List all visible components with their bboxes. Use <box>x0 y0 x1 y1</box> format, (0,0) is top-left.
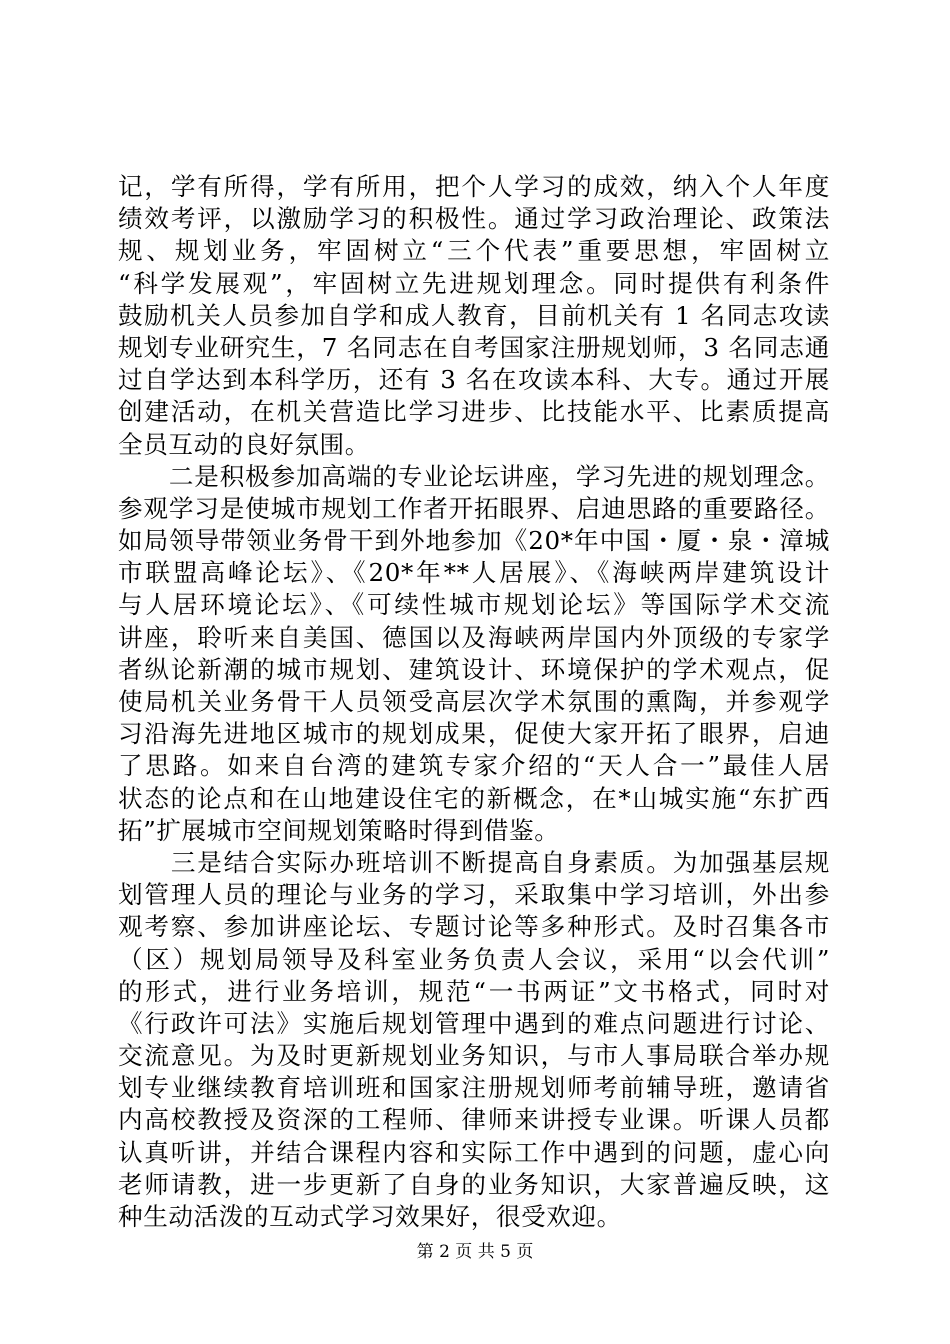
text-line: 全员互动的良好氛围。 <box>118 429 370 459</box>
text-line: 《行政许可法》实施后规划管理中遇到的难点问题进行讨论、 <box>118 1008 830 1038</box>
text-line: 拓”扩展城市空间规划策略时得到借鉴。 <box>118 815 560 845</box>
text-line: “科学发展观”，牢固树立先进规划理念。同时提供有利条件 <box>118 268 830 298</box>
text-line: 划专业继续教育培训班和国家注册规划师考前辅导班，邀请省 <box>118 1073 830 1103</box>
text-line: 划管理人员的理论与业务的学习，采取集中学习培训，外出参 <box>118 880 830 910</box>
text-line: 者纵论新潮的城市规划、建筑设计、环境保护的学术观点，促 <box>118 654 830 684</box>
text-line: 观考察、参加讲座论坛、专题讨论等多种形式。及时召集各市 <box>118 912 830 942</box>
text-line: 记，学有所得，学有所用，把个人学习的成效，纳入个人年度 <box>118 172 830 201</box>
text-line: 鼓励机关人员参加自学和成人教育，目前机关有 1 名同志攻读 <box>118 300 830 330</box>
text-line: （区）规划局领导及科室业务负责人会议，采用“以会代训” <box>118 944 830 974</box>
text-line: 绩效考评，以激励学习的积极性。通过学习政治理论、政策法 <box>118 204 830 234</box>
text-line: 创建活动，在机关营造比学习进步、比技能水平、比素质提高 <box>118 397 830 427</box>
text-line: 二是积极参加高端的专业论坛讲座，学习先进的规划理念。 <box>118 461 830 491</box>
text-line: 习沿海先进地区城市的规划成果，促使大家开拓了眼界，启迪 <box>118 719 830 749</box>
text-line: 认真听讲，并结合课程内容和实际工作中遇到的问题，虚心向 <box>118 1137 830 1167</box>
text-line: 讲座，聆听来自美国、德国以及海峡两岸国内外顶级的专家学 <box>118 622 830 652</box>
text-line: 内高校教授及资深的工程师、律师来讲授专业课。听课人员都 <box>118 1105 830 1135</box>
text-line: 规划专业研究生，7 名同志在自考国家注册规划师，3 名同志通 <box>118 332 830 362</box>
text-line: 如局领导带领业务骨干到外地参加《20*年中国・厦・泉・漳城 <box>118 526 830 556</box>
text-line: 交流意见。为及时更新规划业务知识，与市人事局联合举办规 <box>118 1041 830 1071</box>
text-line: 种生动活泼的互动式学习效果好，很受欢迎。 <box>118 1202 622 1231</box>
text-line: 过自学达到本科学历，还有 3 名在攻读本科、大专。通过开展 <box>118 365 830 395</box>
text-line: 参观学习是使城市规划工作者开拓眼界、启迪思路的重要路径。 <box>118 493 830 523</box>
body-text <box>118 171 830 1233</box>
text-line: 规、规划业务，牢固树立“三个代表”重要思想，牢固树立 <box>118 236 830 266</box>
text-line: 了思路。如来自台湾的建筑专家介绍的“天人合一”最佳人居 <box>118 751 830 781</box>
text-line: 使局机关业务骨干人员领受高层次学术氛围的熏陶，并参观学 <box>118 687 830 716</box>
text-line: 状态的论点和在山地建设住宅的新概念，在*山城实施“东扩西 <box>118 783 830 813</box>
text-line: 与人居环境论坛》、《可续性城市规划论坛》等国际学术交流 <box>118 590 830 620</box>
text-line: 的形式，进行业务培训，规范“一书两证”文书格式，同时对 <box>118 976 830 1006</box>
text-line: 三是结合实际办班培训不断提高自身素质。为加强基层规 <box>118 847 830 877</box>
text-line: 老师请教，进一步更新了自身的业务知识，大家普遍反映，这 <box>118 1169 830 1199</box>
text-line: 市联盟高峰论坛》、《20*年**人居展》、《海峡两岸建筑设计 <box>118 558 830 588</box>
page-footer: 第 2 页 共 5 页 <box>416 1242 534 1262</box>
